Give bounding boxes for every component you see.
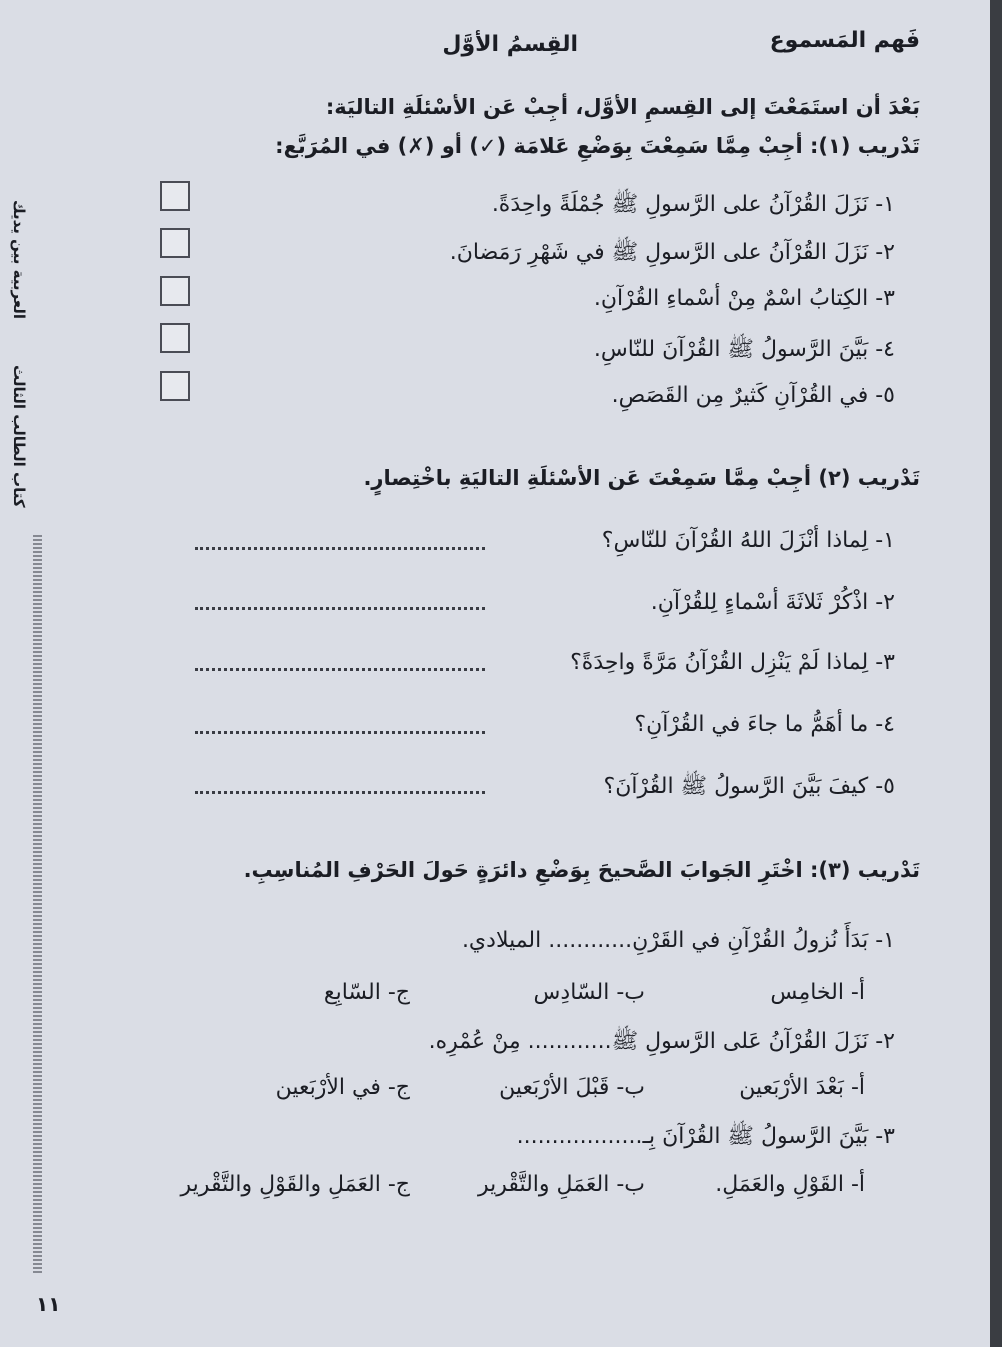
exercise-1-item: ٤- بَيَّنَ الرَّسولُ ﷺ القُرْآنَ للنّاسِ. xyxy=(593,337,895,362)
spine-decoration xyxy=(33,535,42,1275)
exercise-2-question: ٣- لِماذا لَمْ يَنْزِل القُرْآنُ مَرَّةً واحِدَةً؟ xyxy=(570,650,895,675)
option-c[interactable]: ج- في الأرْبَعين xyxy=(275,1075,410,1100)
exercise-2-question: ٥- كيفَ بَيَّنَ الرَّسولُ ﷺ القُرْآنَ؟ xyxy=(603,774,895,799)
option-a[interactable]: أ- القَوْلِ والعَمَلِ. xyxy=(715,1172,865,1197)
exercise-3-title: تَدْريب (٣): اخْتَرِ الجَوابَ الصَّحيحَ بِوَضْعِ دائرَةٍ حَولَ الحَرْفِ المُناسِبِ. xyxy=(243,858,920,882)
exercise-1-title: تَدْريب (١): أجِبْ مِمَّا سَمِعْتَ بِوَضْعِ عَلامَة (✓) أو (✗) في المُرَبَّع: xyxy=(275,134,920,158)
answer-checkbox[interactable] xyxy=(160,323,190,353)
option-b[interactable]: ب- قَبْلَ الأرْبَعين xyxy=(499,1075,645,1100)
answer-line[interactable] xyxy=(195,731,485,734)
part-title: القِسمُ الأوَّل xyxy=(442,32,578,57)
option-a[interactable]: أ- بَعْدَ الأرْبَعين xyxy=(739,1075,865,1100)
exercise-3-question: ١- بَدَأَ نُزولُ القُرْآنِ في القَرْنِ............ الميلادي. xyxy=(461,928,895,953)
answer-line[interactable] xyxy=(195,668,485,671)
exercise-3-question: ٣- بَيَّنَ الرَّسولُ ﷺ القُرْآنَ بِـ.................. xyxy=(516,1124,895,1149)
option-b[interactable]: ب- العَمَلِ والتَّقْرير xyxy=(477,1172,645,1197)
exercise-2-title: تَدْريب (٢) أجِبْ مِمَّا سَمِعْتَ عَن الأسْئلَةِ التاليَةِ باخْتِصارٍ. xyxy=(363,466,920,490)
instruction: بَعْدَ أن استَمَعْتَ إلى القِسمِ الأوَّل، أجِبْ عَن الأسْئلَةِ التاليَة: xyxy=(325,95,920,119)
exercise-2-question: ١- لِماذا أنْزَلَ اللهُ القُرْآنَ للنّاسِ؟ xyxy=(601,528,895,553)
answer-line[interactable] xyxy=(195,547,485,550)
option-c[interactable]: ج- السّابِع xyxy=(323,980,410,1005)
exercise-3-question: ٢- نَزَلَ القُرْآنُ عَلى الرَّسولِ ﷺ............ مِنْ عُمْرِه. xyxy=(428,1029,895,1054)
exercise-1-item: ٣- الكِتابُ اسْمٌ مِنْ أسْماءِ القُرْآنِ. xyxy=(593,286,895,311)
answer-checkbox[interactable] xyxy=(160,181,190,211)
spine-book-part: كتاب الطالب الثالث xyxy=(10,365,28,508)
page-number: ١١ xyxy=(36,1292,61,1316)
exercise-2-question: ٤- ما أهَمُّ ما جاءَ في القُرْآنِ؟ xyxy=(634,712,895,737)
answer-checkbox[interactable] xyxy=(160,276,190,306)
exercise-2-question: ٢- اذْكُرْ ثَلاثَةَ أسْماءٍ لِلقُرْآنِ. xyxy=(650,590,895,615)
exercise-1-item: ١- نَزَلَ القُرْآنُ على الرَّسولِ ﷺ جُمْلَةً واحِدَةً. xyxy=(491,192,895,217)
answer-line[interactable] xyxy=(195,607,485,610)
option-b[interactable]: ب- السّادِس xyxy=(533,980,645,1005)
option-a[interactable]: أ- الخامِس xyxy=(770,980,865,1005)
exercise-1-item: ٢- نَزَلَ القُرْآنُ على الرَّسولِ ﷺ في شَهْرِ رَمَضانَ. xyxy=(449,240,895,265)
answer-line[interactable] xyxy=(195,791,485,794)
exercise-1-item: ٥- في القُرْآنِ كَثيرٌ مِن القَصَصِ. xyxy=(611,383,895,408)
option-c[interactable]: ج- العَمَلِ والقَوْلِ والتَّقْرير xyxy=(180,1172,410,1197)
spine-book-title: العربية بين يديك xyxy=(10,200,28,320)
answer-checkbox[interactable] xyxy=(160,371,190,401)
section-title: فَهم المَسموع xyxy=(769,28,920,53)
answer-checkbox[interactable] xyxy=(160,228,190,258)
